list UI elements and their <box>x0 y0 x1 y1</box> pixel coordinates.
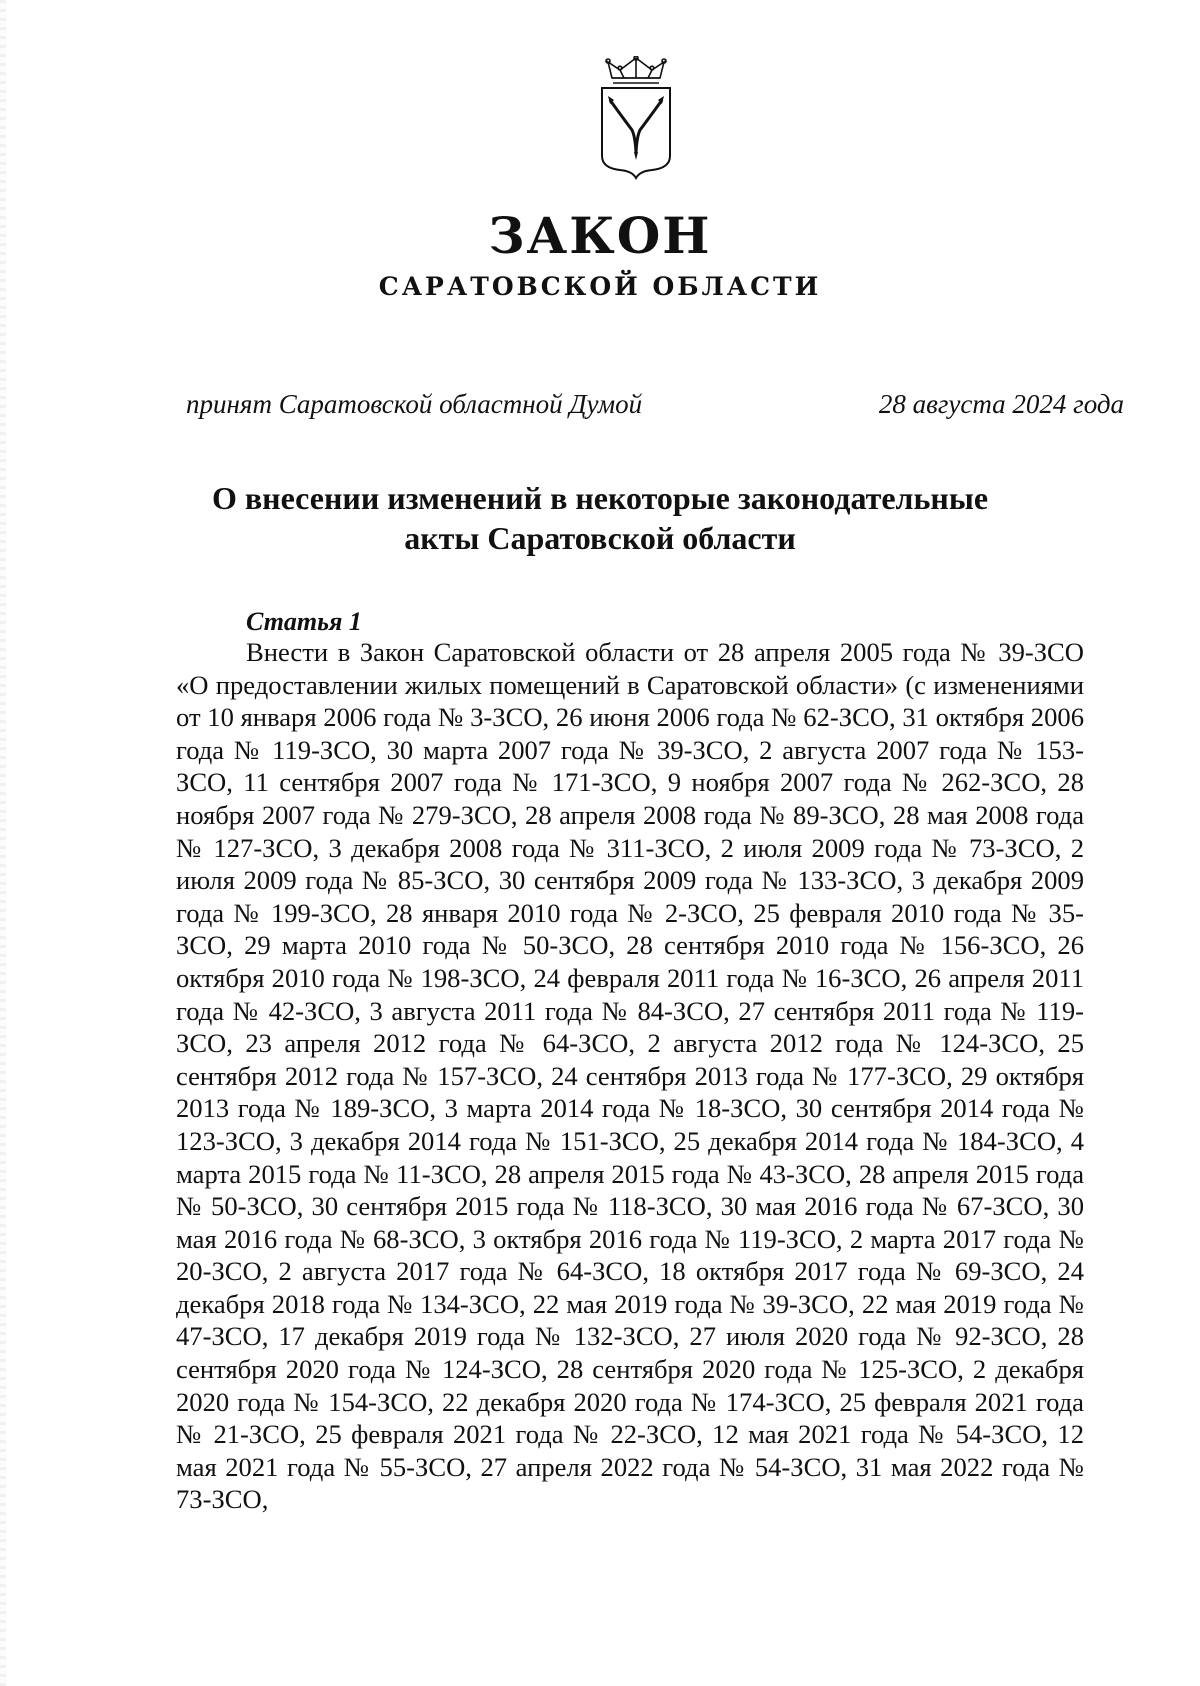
saratov-coat-of-arms-icon <box>598 56 674 180</box>
document-heading <box>0 478 1200 558</box>
adoption-line <box>186 389 1124 420</box>
document-heading-line-1: О внесении изменений в некоторые законодательные <box>211 480 989 516</box>
article-label: Статья 1 <box>246 607 362 636</box>
article-text: Внести в Закон Саратовской области от 28 апреля 2005 года № 39-ЗСО «О предоставлении жилых помещений в Саратовской области» (с изменениями от 10 января 2006 года № 3-ЗСО, 26 июня 2006 года № 62-ЗСО, 31 октября 2006 года № 119-ЗСО, 30 марта 2007 года № 39-ЗСО, 2 августа 2007 года № 153-ЗСО, 11 сентября 2007 года № 171-ЗСО, 9 ноября 2007 года № 262-ЗСО, 28 ноября 2007 года № 279-ЗСО, 28 апреля 2008 года № 89-ЗСО, 28 мая 2008 года № 127-ЗСО, 3 декабря 2008 года № 311-ЗСО, 2 июля 2009 года № 73-ЗСО, 2 июля 2009 года № 85-ЗСО, 30 сентября 2009 года № 133-ЗСО, 3 декабря 2009 года № 199-ЗСО, 28 января 2010 года № 2-ЗСО, 25 февраля 2010 года № 35-ЗСО, 29 марта 2010 года № 50-ЗСО, 28 сентября 2010 года № 156-ЗСО, 26 октября 2010 года № 198-ЗСО, 24 февраля 2011 года № 16-ЗСО, 26 апреля 2011 года № 42-ЗСО, 3 августа 2011 года № 84-ЗСО, 27 сентября 2011 года № 119-ЗСО, 23 апреля 2012 года № 64-ЗСО, 2 августа 2012 года № 124-ЗСО, 25 сентября 2012 года № 157-ЗСО, 24 сентября 2013 года № 177-ЗСО, 29 октября 2013 года № 189-ЗСО, 3 марта 2014 года № 18-ЗСО, 30 сентября 2014 года № 123-ЗСО, 3 декабря 2014 года № 151-ЗСО, 25 декабря 2014 года № 184-ЗСО, 4 марта 2015 года № 11-ЗСО, 28 апреля 2015 года № 43-ЗСО, 28 апреля 2015 года № 50-ЗСО, 30 сентября 2015 года № 118-ЗСО, 30 мая 2016 года № 67-ЗСО, 30 мая 2016 года № 68-ЗСО, 3 октября 2016 года № 119-ЗСО, 2 марта 2017 года № 20-ЗСО, 2 августа 2017 года № 64-ЗСО, 18 октября 2017 года № 69-ЗСО, 24 декабря 2018 года № 134-ЗСО, 22 мая 2019 года № 39-ЗСО, 22 мая 2019 года № 47-ЗСО, 17 декабря 2019 года № 132-ЗСО, 27 июля 2020 года № 92-ЗСО, 28 сентября 2020 года № 124-ЗСО, 28 сентября 2020 года № 125-ЗСО, 2 декабря 2020 года № 154-ЗСО, 22 декабря 2020 года № 174-ЗСО, 25 февраля 2021 года № 21-ЗСО, 25 февраля 2021 года № 22-ЗСО, 12 мая 2021 года № 54-ЗСО, 12 мая 2021 года № 55-ЗСО, 27 апреля 2022 года № 54-ЗСО, 31 мая 2022 года № 73-ЗСО, <box>176 637 1084 1515</box>
law-title: ЗАКОН <box>488 206 712 265</box>
document-heading-line-2: акты Саратовской области <box>404 520 796 556</box>
adoption-date: 28 августа 2024 года <box>878 389 1124 419</box>
region-title: САРАТОВСКОЙ ОБЛАСТИ <box>378 272 822 301</box>
adopted-by: принят Саратовской областной Думой <box>186 389 643 419</box>
